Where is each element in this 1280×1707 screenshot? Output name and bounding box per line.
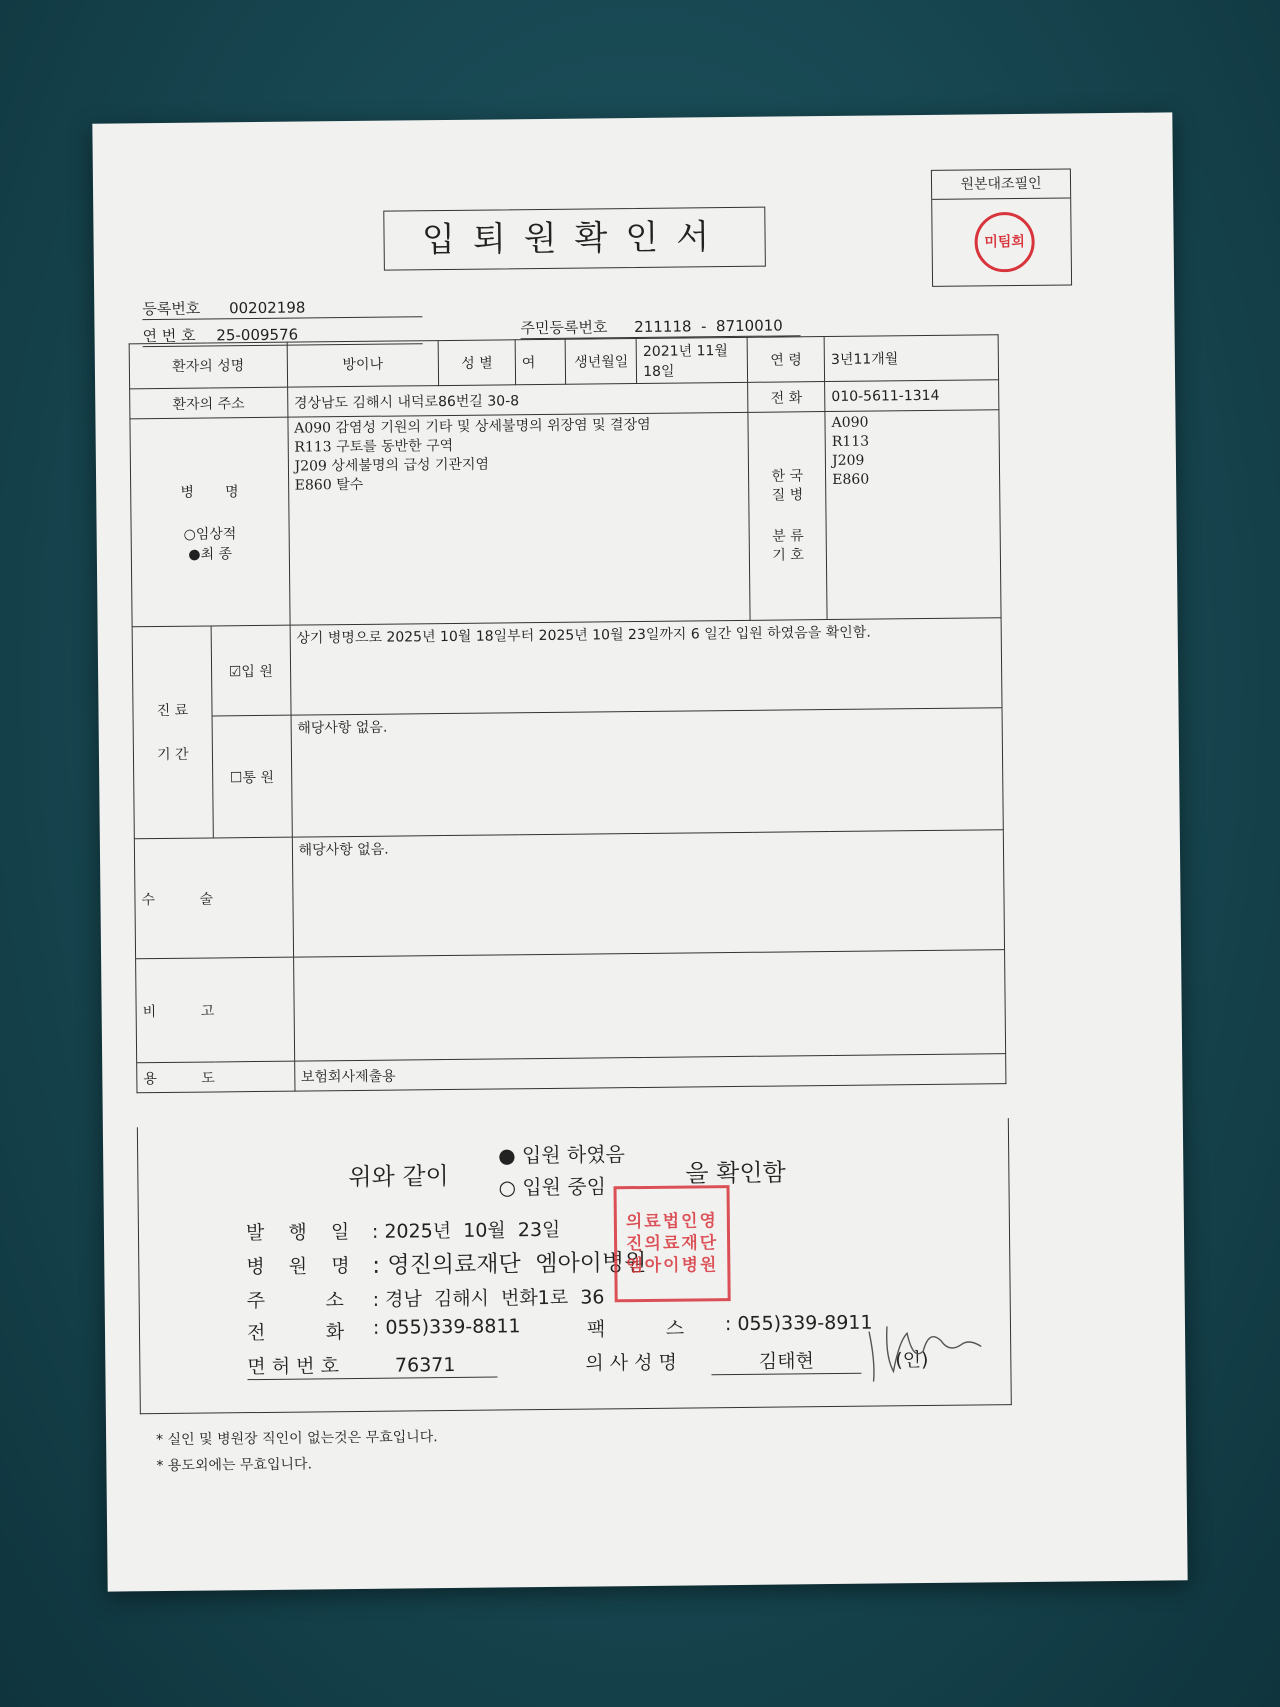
rrn-row xyxy=(520,314,800,339)
hospital-address-label: 주 소 xyxy=(246,1289,344,1313)
outpatient-row xyxy=(133,708,1003,839)
rrn-label: 주민등록번호 xyxy=(520,318,608,338)
sex-value: 여 xyxy=(515,339,566,385)
kcd-label-1: 한 국 xyxy=(771,467,804,485)
surgery-label: 수 술 xyxy=(134,837,293,959)
remarks-text xyxy=(293,950,1005,1061)
document-title: 입퇴원확인서 xyxy=(383,207,766,271)
kcd-codes xyxy=(825,410,1001,620)
note-1: * 실인 및 병원장 직인이 없는것은 무효입니다. xyxy=(156,1429,438,1449)
hospital-fax: : 055)339-8911 xyxy=(724,1311,873,1336)
diagnosis-item: A090 감염성 기원의 기타 및 상세불명의 위장염 및 결장염 xyxy=(294,416,651,437)
hospital-phone-label: 전 화 xyxy=(246,1321,345,1345)
note-2: * 용도외에는 무효입니다. xyxy=(156,1456,313,1475)
dob-label: 생년월일 xyxy=(566,339,637,385)
certificate-paper xyxy=(92,112,1187,1591)
reg-no-label: 등록번호 xyxy=(142,299,201,319)
patient-name: 방이나 xyxy=(287,341,439,388)
confirmation-suffix: 을 확인함 xyxy=(685,1158,786,1188)
seal-mark: (인) xyxy=(895,1349,929,1372)
outpatient-checkbox[interactable]: ☐통 원 xyxy=(212,715,292,838)
original-check-box xyxy=(931,168,1072,286)
confirmation-option-2: ○ 입원 중임 xyxy=(498,1174,607,1200)
sex-label: 성 별 xyxy=(438,340,515,386)
license-row xyxy=(247,1350,497,1381)
remarks-label: 비 고 xyxy=(136,957,295,1063)
phone-label: 전 화 xyxy=(748,382,825,413)
treatment-label-2: 기 간 xyxy=(157,746,189,763)
issue-date-label: 발 행 일 xyxy=(245,1221,350,1245)
diagnosis-label-cell xyxy=(130,417,290,627)
certificate-table xyxy=(129,334,1007,1093)
original-check-label: 원본대조필인 xyxy=(932,169,1070,199)
original-check-seal: 미팀희 xyxy=(974,212,1035,273)
doctor-name: 김태현 xyxy=(711,1346,861,1376)
outpatient-text: 해당사항 없음. xyxy=(291,708,1004,837)
kcd-label-cell xyxy=(748,412,827,621)
diagnosis-item: J209 상세불명의 급성 기관지염 xyxy=(294,456,490,475)
hospital-name: : 영진의료재단 엠아이병원 xyxy=(372,1249,647,1279)
kcd-label-2: 질 병 xyxy=(771,486,804,504)
age-value: 3년11개월 xyxy=(824,335,998,382)
treatment-label-1: 진 료 xyxy=(156,702,189,719)
diagnosis-row xyxy=(130,410,1001,627)
serial-no-label: 연 번 호 xyxy=(142,326,196,346)
issue-date: : 2025년 10월 23일 xyxy=(371,1218,561,1243)
treatment-period-label xyxy=(132,626,213,839)
kcd-code: R113 xyxy=(831,433,870,450)
license-label: 면 허 번 호 xyxy=(247,1355,340,1379)
kcd-code: E860 xyxy=(832,471,870,488)
address-value: 경상남도 김해시 내덕로86번길 30-8 xyxy=(287,382,748,417)
reg-no-value: 00202198 xyxy=(228,298,306,318)
kcd-label-3: 분 류 xyxy=(772,527,804,545)
hospital-seal: 의료법인영진의료재단엠아이병원 xyxy=(613,1185,730,1302)
diagnosis-item: E860 탈수 xyxy=(294,476,364,494)
inpatient-row xyxy=(132,618,1002,717)
hospital-label: 병 원 명 xyxy=(246,1255,350,1279)
purpose-text: 보험회사제출용 xyxy=(294,1054,1006,1091)
kcd-code: J209 xyxy=(831,452,865,469)
inpatient-text: 상기 병명으로 2025년 10월 18일부터 2025년 10월 23일까지 6 일간 입원 하였음을 확인함. xyxy=(290,618,1002,715)
license-number: 76371 xyxy=(394,1353,456,1377)
option-final: ●최 종 xyxy=(188,545,233,563)
surgery-row xyxy=(134,830,1004,959)
inpatient-checkbox[interactable]: ☑입 원 xyxy=(211,625,291,716)
option-clinical: ○임상적 xyxy=(183,525,237,543)
confirmation-option-1: ● 입원 하였음 xyxy=(498,1142,626,1168)
diagnosis-label: 병 명 xyxy=(180,483,239,501)
patient-name-label: 환자의 성명 xyxy=(129,342,287,389)
rrn-value: 211118 - 8710010 xyxy=(634,316,783,337)
diagnosis-list xyxy=(288,412,751,625)
doctor-signature xyxy=(857,1300,988,1401)
purpose-label: 용 도 xyxy=(137,1061,295,1093)
age-label: 연 령 xyxy=(747,337,824,383)
doctor-label: 의 사 성 명 xyxy=(585,1351,678,1375)
phone-value: 010-5611-1314 xyxy=(825,380,999,412)
serial-no-value: 25-009576 xyxy=(216,325,299,345)
diagnosis-item: R113 구토를 동반한 구역 xyxy=(294,437,454,456)
reg-no-row xyxy=(142,295,422,320)
hospital-address: : 경남 김해시 번화1로 36 xyxy=(372,1286,605,1311)
surgery-text: 해당사항 없음. xyxy=(292,830,1005,957)
hospital-phone: : 055)339-8811 xyxy=(372,1315,521,1339)
confirmation-prefix: 위와 같이 xyxy=(348,1162,449,1192)
kcd-code: A090 xyxy=(831,414,869,431)
remarks-row xyxy=(136,950,1006,1063)
dob-value: 2021년 11월 18일 xyxy=(636,337,748,383)
kcd-label-4: 기 호 xyxy=(772,546,804,564)
hospital-fax-label: 팩 스 xyxy=(586,1317,685,1341)
address-label: 환자의 주소 xyxy=(130,387,288,419)
